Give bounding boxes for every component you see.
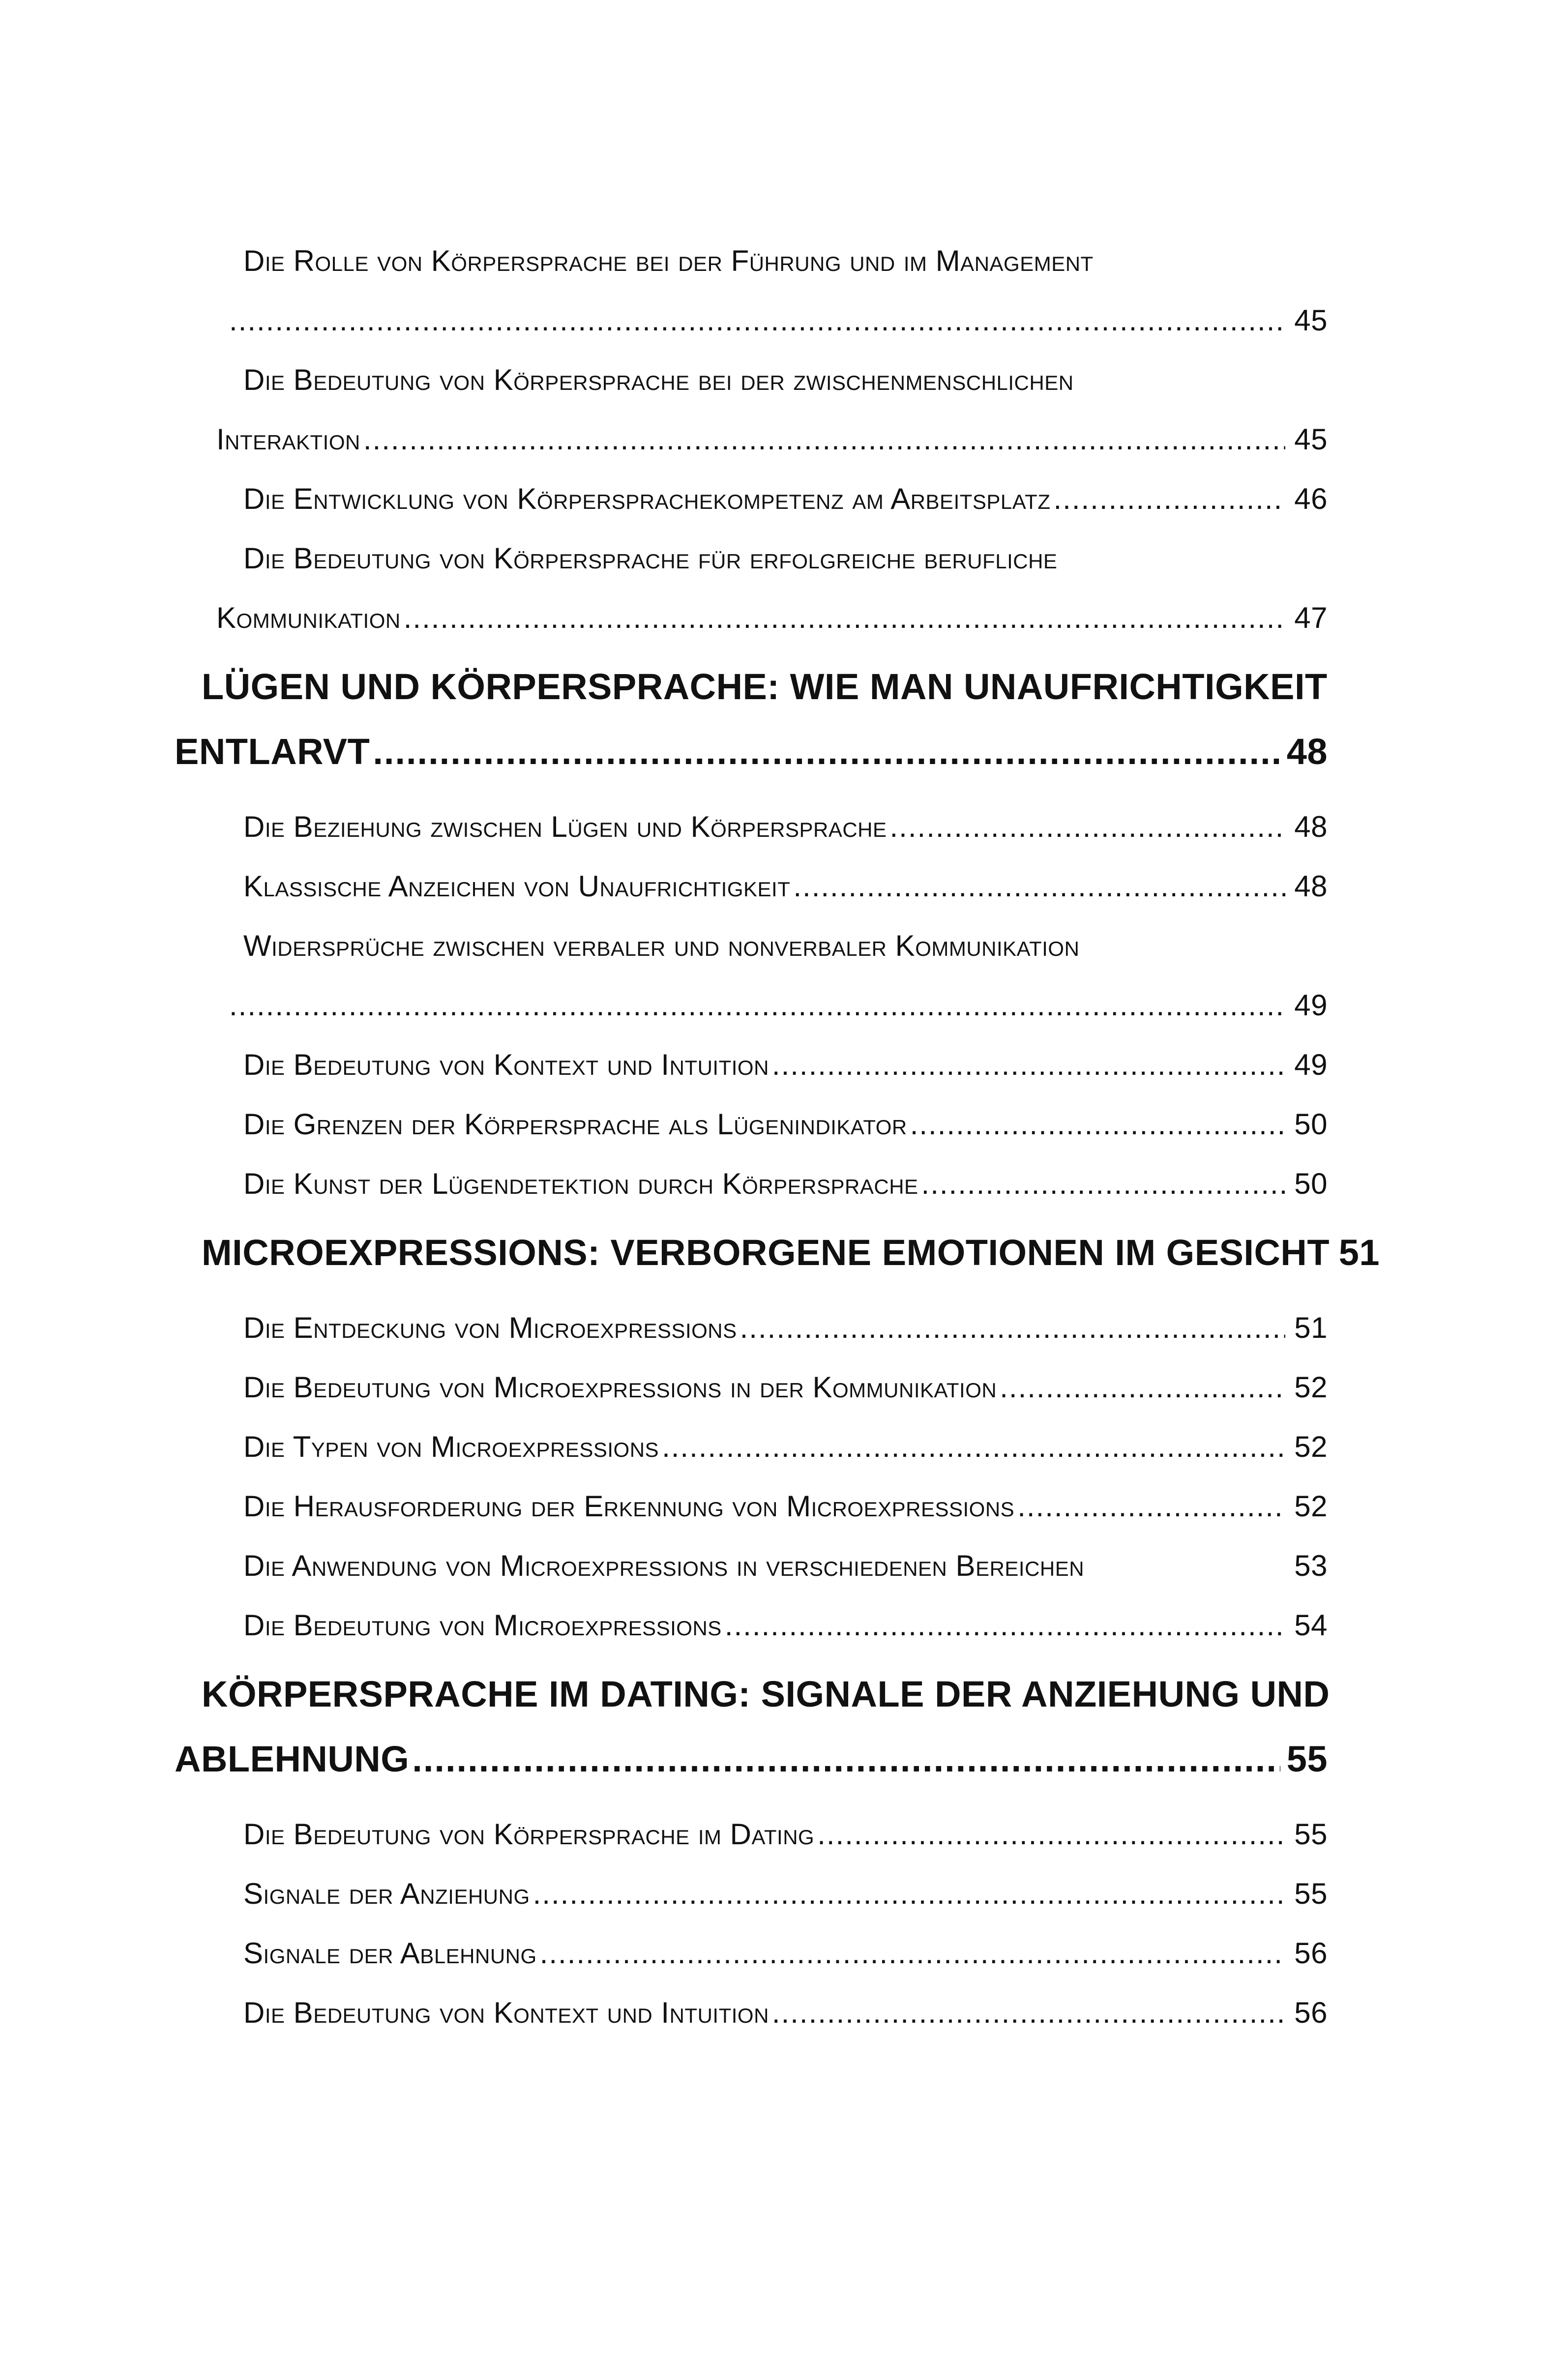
dot-leader xyxy=(540,1923,1285,1983)
toc-entry-title-line: Die Bedeutung von Körpersprache im Dating xyxy=(243,1818,815,1851)
toc-page-number: 55 xyxy=(1294,1877,1328,1910)
toc-entry-title-line: Die Bedeutung von Körpersprache für erfolgreiche berufliche xyxy=(243,542,1058,575)
toc-page-number: 48 xyxy=(1286,731,1328,772)
dot-leader xyxy=(533,1864,1285,1923)
dot-leader xyxy=(662,1417,1285,1476)
toc-page-number: 51 xyxy=(1294,1311,1328,1344)
toc-page-number: 49 xyxy=(1294,989,1328,1022)
toc-section-entry xyxy=(167,1536,1328,1595)
toc-section-entry xyxy=(167,1035,1328,1094)
toc-section-entry xyxy=(167,1154,1328,1213)
toc-entry-title-line: Die Grenzen der Körpersprache als Lügenindikator xyxy=(243,1108,907,1141)
toc-section-entry xyxy=(167,1298,1328,1357)
toc-page-number: 50 xyxy=(1294,1108,1328,1141)
toc-entry-title-line: Die Entdeckung von Microexpressions xyxy=(243,1311,737,1344)
toc-entry-title-line: Die Herausforderung der Erkennung von Microexpressions xyxy=(243,1490,1015,1523)
dot-leader xyxy=(1017,1476,1285,1536)
toc-page-number: 47 xyxy=(1294,601,1328,634)
dot-leader xyxy=(229,975,1285,1035)
toc-section-entry xyxy=(167,1357,1328,1417)
toc-section-entry xyxy=(167,856,1328,916)
toc-page-number: 45 xyxy=(1294,304,1328,337)
dot-leader xyxy=(740,1298,1285,1357)
dot-leader xyxy=(793,856,1285,916)
toc-section-entry xyxy=(167,1417,1328,1476)
toc-entry-title-line: KÖRPERSPRACHE IM DATING: SIGNALE DER ANZIEHUNG UND xyxy=(202,1674,1330,1714)
dot-leader xyxy=(373,719,1280,784)
toc-page-number: 50 xyxy=(1294,1167,1328,1200)
toc-section-entry xyxy=(167,350,1328,469)
toc-entry-title-line: Die Rolle von Körpersprache bei der Führung und im Management xyxy=(243,244,1094,277)
toc-page-number: 45 xyxy=(1294,423,1328,456)
toc-entry-title-line: MICROEXPRESSIONS: VERBORGENE EMOTIONEN IM GESICHT xyxy=(202,1232,1330,1273)
dot-leader xyxy=(404,588,1285,648)
dot-leader xyxy=(725,1595,1285,1655)
toc-page-number: 52 xyxy=(1294,1490,1328,1523)
toc-page-number: 49 xyxy=(1294,1048,1328,1081)
toc-entry-title-line: Die Kunst der Lügendetektion durch Körpersprache xyxy=(243,1167,918,1200)
toc-page-number: 53 xyxy=(1294,1549,1328,1582)
toc-section-entry xyxy=(167,916,1328,1035)
dot-leader xyxy=(363,410,1285,469)
toc-page-number: 48 xyxy=(1294,870,1328,903)
dot-leader xyxy=(772,1983,1285,2042)
toc-entry-title-line: Die Bedeutung von Kontext und Intuition xyxy=(243,1996,769,2029)
toc-chapter-entry xyxy=(167,654,1328,784)
toc-section-entry xyxy=(167,1923,1328,1983)
dot-leader xyxy=(229,291,1285,350)
toc-entry-title-line: Die Bedeutung von Körpersprache bei der zwischenmenschlichen xyxy=(243,363,1074,396)
toc-page-number: 54 xyxy=(1294,1609,1328,1642)
toc-entry-title-line: Die Entwicklung von Körpersprachekompetenz am Arbeitsplatz xyxy=(243,482,1051,515)
toc-chapter-entry xyxy=(167,1662,1328,1792)
toc-page-number: 52 xyxy=(1294,1430,1328,1463)
toc-section-entry xyxy=(167,797,1328,856)
toc-entry-title-line: ENTLARVT xyxy=(175,731,370,772)
toc-page-number: 55 xyxy=(1286,1739,1328,1779)
toc-section-entry xyxy=(167,469,1328,529)
dot-leader xyxy=(817,1804,1285,1864)
toc-entry-title-line: Signale der Ablehnung xyxy=(243,1937,537,1970)
toc-entry-title-line: Die Typen von Microexpressions xyxy=(243,1430,659,1463)
dot-leader xyxy=(921,1154,1285,1213)
toc-entry-title-line: ABLEHNUNG xyxy=(175,1739,410,1779)
toc-entry-title-line: Die Anwendung von Microexpressions in verschiedenen Bereichen xyxy=(243,1549,1085,1582)
toc-entry-title-line: LÜGEN UND KÖRPERSPRACHE: WIE MAN UNAUFRICHTIGKEIT xyxy=(202,666,1328,707)
toc-section-entry xyxy=(167,529,1328,648)
toc-entry-title-line: Signale der Anziehung xyxy=(243,1877,530,1910)
toc-page-number: 56 xyxy=(1294,1937,1328,1970)
table-of-contents xyxy=(167,231,1380,2042)
toc-entry-title-line: Klassische Anzeichen von Unaufrichtigkeit xyxy=(243,870,791,903)
toc-entry-title-line: Interaktion xyxy=(216,423,360,456)
toc-page-number: 55 xyxy=(1294,1818,1328,1851)
dot-leader xyxy=(890,797,1285,856)
toc-page-number: 51 xyxy=(1338,1232,1380,1273)
toc-entry-title-line: Kommunikation xyxy=(216,601,401,634)
toc-section-entry xyxy=(167,1476,1328,1536)
toc-section-entry xyxy=(167,1804,1328,1864)
toc-section-entry xyxy=(167,1595,1328,1655)
dot-leader xyxy=(772,1035,1285,1094)
toc-entry-title-line: Widersprüche zwischen verbaler und nonverbaler Kommunikation xyxy=(243,929,1080,962)
dot-leader xyxy=(910,1094,1285,1154)
toc-section-entry xyxy=(167,1983,1328,2042)
toc-entry-title-line: Die Bedeutung von Microexpressions xyxy=(243,1609,722,1642)
dot-leader xyxy=(1054,469,1286,529)
toc-page-number: 48 xyxy=(1294,810,1328,843)
toc-section-entry xyxy=(167,1094,1328,1154)
dot-leader xyxy=(1000,1357,1285,1417)
dot-leader xyxy=(412,1727,1280,1792)
toc-chapter-entry xyxy=(167,1220,1380,1285)
toc-section-entry xyxy=(167,231,1328,350)
toc-entry-title-line: Die Bedeutung von Microexpressions in der Kommunikation xyxy=(243,1371,997,1404)
toc-page-number: 52 xyxy=(1294,1371,1328,1404)
toc-entry-title-line: Die Bedeutung von Kontext und Intuition xyxy=(243,1048,769,1081)
toc-section-entry xyxy=(167,1864,1328,1923)
toc-entry-title-line: Die Beziehung zwischen Lügen und Körpersprache xyxy=(243,810,887,843)
toc-page-number: 46 xyxy=(1294,482,1328,515)
toc-page-number: 56 xyxy=(1294,1996,1328,2029)
